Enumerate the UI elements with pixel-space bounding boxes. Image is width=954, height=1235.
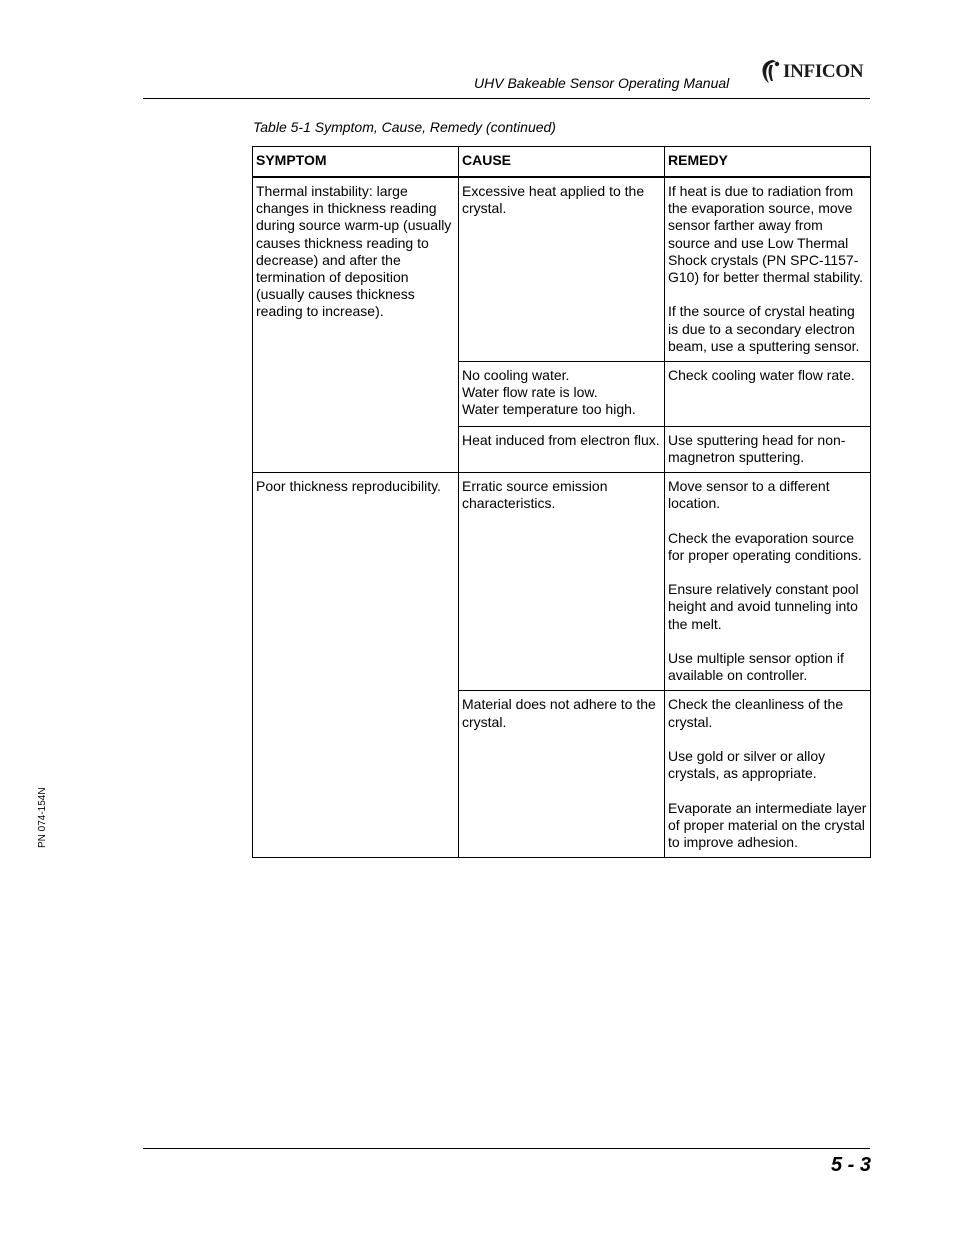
cause-cell xyxy=(459,473,665,691)
cause-line: Water temperature too high. xyxy=(462,401,636,418)
cause-line: Material does not adhere to the crystal. xyxy=(462,696,656,730)
cause-cell xyxy=(459,691,665,858)
cause-line: Excessive heat applied to the crystal. xyxy=(462,183,645,217)
header-remedy: REMEDY xyxy=(665,147,871,178)
remedy-cell xyxy=(665,473,871,691)
table-row xyxy=(253,177,871,362)
part-number-label: PN 074-154N xyxy=(37,787,48,848)
remedy-paragraph: Check the evaporation source for proper operating conditions. xyxy=(668,529,862,563)
cause-line: Water flow rate is low. xyxy=(462,384,598,401)
troubleshooting-table xyxy=(252,146,871,858)
remedy-paragraph: Move sensor to a different location. xyxy=(668,478,830,512)
remedy-paragraph: Evaporate an intermediate layer of proper material on the crystal to improve adhesion. xyxy=(668,799,867,851)
cause-cell xyxy=(459,426,665,472)
cause-cell xyxy=(459,177,665,362)
logo-wordmark: INFICON xyxy=(783,61,864,82)
inficon-logo xyxy=(759,58,871,84)
remedy-cell xyxy=(665,362,871,427)
cause-line: No cooling water. xyxy=(462,367,570,384)
remedy-cell xyxy=(665,691,871,858)
header-symptom: SYMPTOM xyxy=(253,147,459,178)
remedy-paragraph: Check the cleanliness of the crystal. xyxy=(668,696,844,730)
remedy-paragraph: Use multiple sensor option if available on controller. xyxy=(668,650,844,684)
remedy-paragraph: If the source of crystal heating is due to a secondary electron beam, use a sputtering sensor. xyxy=(668,303,860,354)
table-row xyxy=(253,473,871,691)
remedy-cell xyxy=(665,177,871,362)
remedy-paragraph: Check cooling water flow rate. xyxy=(668,367,855,384)
header-cause: CAUSE xyxy=(459,147,665,178)
remedy-paragraph: Use sputtering head for non-magnetron sputtering. xyxy=(668,431,846,465)
inficon-swoosh-icon xyxy=(759,58,783,84)
page-number: 5 - 3 xyxy=(830,1154,871,1176)
symptom-cell: Thermal instability: large changes in thickness reading during source warm-up (usually causes thickness reading to decrease) and after the termination of deposition (usually causes thickness reading to increase). xyxy=(253,177,459,473)
footer-rule xyxy=(143,1148,870,1149)
header-rule xyxy=(143,98,870,99)
cause-line: Erratic source emission characteristics. xyxy=(462,478,608,512)
cause-line: Heat induced from electron flux. xyxy=(462,431,660,448)
running-header-title: UHV Bakeable Sensor Operating Manual xyxy=(474,75,730,91)
symptom-cell: Poor thickness reproducibility. xyxy=(253,473,459,858)
remedy-paragraph: If heat is due to radiation from the evaporation source, move sensor farther away from source and use Low Thermal Shock crystals (PN SPC-1157-G10) for better thermal stability. xyxy=(668,183,864,286)
table-caption: Table 5-1 Symptom, Cause, Remedy (continued) xyxy=(253,119,556,135)
remedy-cell xyxy=(665,426,871,472)
remedy-paragraph: Use gold or silver or alloy crystals, as appropriate. xyxy=(668,748,826,782)
cause-cell xyxy=(459,362,665,427)
table-header-row xyxy=(253,147,871,178)
remedy-paragraph: Ensure relatively constant pool height and avoid tunneling into the melt. xyxy=(668,581,859,632)
